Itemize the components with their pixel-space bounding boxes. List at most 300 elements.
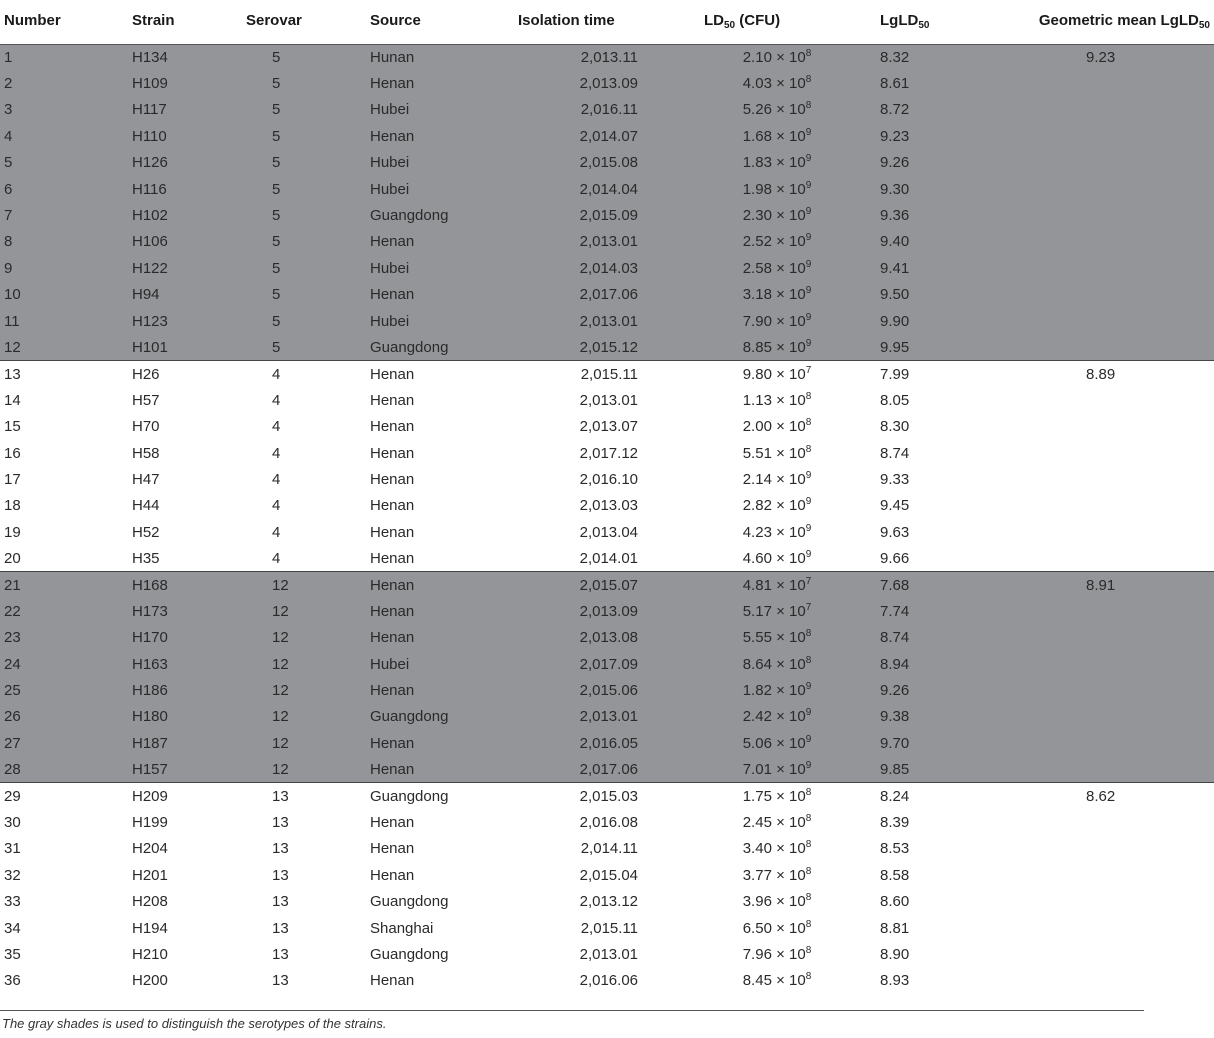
cell-geometric-mean [1010,282,1214,308]
cell-strain: H52 [132,523,160,541]
cell-geometric-mean [1010,809,1214,835]
cell-isolation-time: 2,017.12 [579,444,638,462]
cell-ld50 [676,176,864,202]
cell-strain: H210 [132,945,168,963]
ld50-mantissa: 3.96 [742,893,772,911]
table-row [0,255,1214,281]
cell-number: 18 [4,497,21,515]
table-row [0,466,1214,492]
cell-ld50 [676,229,864,255]
cell-ld50 [676,968,864,994]
cell-ld50 [676,757,864,783]
cell-lgld50: 9.45 [880,497,910,515]
cell-serovar: 4 [246,545,370,571]
cell-serovar: 13 [272,814,289,832]
ld50-mantissa: 2.10 [742,48,772,66]
cell-number: 1 [0,44,132,70]
cell-isolation-time: 2,013.01 [500,229,676,255]
footer-divider [0,1010,1144,1011]
cell-source: Hunan [370,44,500,70]
cell-number: 25 [0,677,132,703]
ld50-times-ten: × 10 [771,75,806,93]
table-row [0,44,1214,70]
ld50-times-ten: × 10 [771,101,806,119]
ld50-exponent: 7 [805,575,812,587]
cell-isolation-time: 2,015.12 [500,334,676,360]
cell-geometric-mean [1010,150,1214,176]
header-ld50-sub: 50 [724,20,736,31]
cell-source: Shanghai [370,919,434,937]
cell-strain: H173 [132,598,246,624]
ld50-times-ten: × 10 [771,866,806,884]
table-row [0,334,1214,360]
cell-ld50 [676,598,864,624]
cell-number: 11 [0,308,132,334]
ld50-times-ten: × 10 [771,787,806,805]
cell-strain: H168 [132,572,246,598]
cell-serovar: 12 [246,572,370,598]
cell-ld50 [676,677,864,703]
ld50-exponent: 9 [805,707,812,719]
cell-strain: H208 [132,893,168,911]
ld50-mantissa: 2.52 [742,233,772,251]
ld50-times-ten: × 10 [771,840,806,858]
cell-geometric-mean [1010,97,1214,123]
cell-strain: H170 [132,625,246,651]
cell-isolation-time: 2,013.01 [579,945,638,963]
cell-geometric-mean [1010,413,1214,439]
cell-isolation-time: 2,013.09 [500,598,676,624]
cell-number: 36 [4,972,21,990]
cell-isolation-time: 2,017.06 [500,757,676,783]
ld50-exponent: 9 [805,258,812,270]
table-row [0,282,1214,308]
cell-ld50 [676,809,864,835]
cell-serovar: 4 [272,497,281,515]
cell-isolation-time: 2,013.12 [579,893,638,911]
cell-strain: H123 [132,308,246,334]
cell-number: 28 [0,757,132,783]
cell-lgld50: 8.05 [880,391,910,409]
cell-geometric-mean [1010,334,1214,360]
table-row [0,757,1214,783]
cell-source: Guangdong [370,945,449,963]
cell-lgld50: 7.68 [864,572,1010,598]
cell-strain: H199 [132,814,168,832]
cell-serovar: 13 [272,893,289,911]
cell-source: Guangdong [370,202,500,228]
ld50-mantissa: 9.80 [742,365,772,383]
ld50-exponent: 9 [805,153,812,165]
ld50-times-ten: × 10 [771,418,806,436]
cell-geometric-mean [1010,519,1214,545]
table-row [0,915,1214,941]
cell-geometric-mean [1010,308,1214,334]
cell-lgld50: 8.58 [880,866,910,884]
cell-geometric-mean [1010,176,1214,202]
ld50-exponent: 7 [805,601,812,613]
cell-serovar: 12 [246,730,370,756]
cell-geometric-mean [1010,836,1214,862]
table-row [0,413,1214,439]
cell-lgld50: 9.95 [864,334,1010,360]
header-ld50 [676,0,864,44]
ld50-mantissa: 4.60 [742,549,772,567]
cell-geometric-mean [1010,625,1214,651]
cell-serovar: 5 [246,70,370,96]
cell-source: Henan [370,391,415,409]
cell-source: Henan [370,598,500,624]
table-row [0,941,1214,967]
ld50-times-ten: × 10 [771,338,806,356]
ld50-mantissa: 4.81 [742,576,772,594]
ld50-exponent: 8 [805,786,812,798]
table-row [0,968,1214,994]
cell-source: Henan [370,625,500,651]
ld50-mantissa: 5.17 [742,602,772,620]
ld50-times-ten: × 10 [771,682,806,700]
cell-lgld50: 8.74 [864,625,1010,651]
cell-ld50 [676,730,864,756]
header-ld50-main: LD [704,12,724,29]
header-source: Source [370,0,500,44]
cell-ld50 [676,783,864,809]
cell-lgld50: 8.32 [864,44,1010,70]
cell-strain: H101 [132,334,246,360]
cell-lgld50: 7.99 [880,365,910,383]
ld50-mantissa: 1.75 [742,787,772,805]
ld50-mantissa: 6.50 [742,919,772,937]
table-row [0,783,1214,809]
ld50-mantissa: 2.42 [742,708,772,726]
cell-serovar: 5 [246,308,370,334]
cell-source: Guangdong [370,334,500,360]
cell-number: 27 [0,730,132,756]
cell-number: 3 [0,97,132,123]
ld50-mantissa: 4.03 [742,75,772,93]
ld50-exponent: 8 [805,971,812,983]
table-row [0,545,1214,571]
cell-lgld50: 9.41 [864,255,1010,281]
table-body [0,44,1214,994]
cell-strain: H186 [132,677,246,703]
ld50-times-ten: × 10 [771,233,806,251]
cell-geometric-mean [1010,545,1214,571]
table-row [0,519,1214,545]
ld50-exponent: 8 [805,74,812,86]
ld50-exponent: 9 [805,522,812,534]
cell-strain: H57 [132,391,160,409]
ld50-mantissa: 3.40 [742,840,772,858]
cell-isolation-time: 2,016.05 [500,730,676,756]
cell-ld50 [676,255,864,281]
cell-serovar: 13 [272,945,289,963]
ld50-times-ten: × 10 [771,734,806,752]
cell-geometric-mean [1010,889,1214,915]
header-strain: Strain [132,0,246,44]
cell-source: Guangdong [370,893,449,911]
cell-number: 4 [0,123,132,149]
cell-lgld50: 9.33 [880,470,910,488]
table-row [0,97,1214,123]
cell-lgld50: 9.26 [864,150,1010,176]
cell-ld50 [676,308,864,334]
cell-source: Henan [370,123,500,149]
ld50-exponent: 9 [805,469,812,481]
ld50-exponent: 9 [805,232,812,244]
ld50-times-ten: × 10 [771,602,806,620]
cell-strain: H116 [132,176,246,202]
header-lgld50-main: LgLD [880,12,919,29]
ld50-exponent: 9 [805,681,812,693]
cell-number: 2 [0,70,132,96]
ld50-times-ten: × 10 [771,312,806,330]
cell-strain: H70 [132,418,160,436]
cell-ld50 [676,387,864,413]
cell-ld50 [676,915,864,941]
cell-source: Hubei [370,97,500,123]
cell-isolation-time: 2,013.08 [500,625,676,651]
header-serovar: Serovar [246,0,370,44]
ld50-exponent: 8 [805,100,812,112]
cell-number: 6 [0,176,132,202]
cell-lgld50: 9.36 [864,202,1010,228]
ld50-exponent: 8 [805,892,812,904]
cell-source: Henan [370,730,500,756]
cell-lgld50: 8.53 [880,840,910,858]
cell-serovar: 13 [272,972,289,990]
cell-lgld50: 8.30 [880,418,910,436]
cell-geometric-mean [1010,440,1214,466]
ld50-mantissa: 8.45 [742,972,772,990]
cell-strain: H194 [132,919,168,937]
header-geometric-mean [1010,0,1214,44]
cell-strain: H47 [132,470,160,488]
cell-strain: H157 [132,757,246,783]
cell-isolation-time: 2,017.09 [500,651,676,677]
cell-source: Henan [370,840,415,858]
ld50-exponent: 8 [805,918,812,930]
ld50-exponent: 8 [805,865,812,877]
table-row [0,889,1214,915]
cell-geometric-mean [1010,255,1214,281]
cell-serovar: 5 [246,44,370,70]
cell-serovar: 12 [246,677,370,703]
cell-number: 20 [0,545,132,571]
cell-serovar: 13 [272,919,289,937]
cell-number: 15 [4,418,21,436]
ld50-mantissa: 5.06 [742,734,772,752]
ld50-times-ten: × 10 [771,945,806,963]
table-header [0,0,1214,44]
cell-number: 13 [4,365,21,383]
cell-strain: H187 [132,730,246,756]
cell-source: Henan [370,229,500,255]
ld50-exponent: 7 [805,364,812,376]
cell-number: 33 [4,893,21,911]
cell-isolation-time: 2,015.06 [500,677,676,703]
cell-strain: H102 [132,202,246,228]
cell-ld50 [676,519,864,545]
ld50-times-ten: × 10 [771,444,806,462]
cell-isolation-time: 2,016.08 [579,814,638,832]
cell-serovar: 5 [246,176,370,202]
cell-source: Henan [370,572,500,598]
cell-serovar: 12 [246,704,370,730]
table-row [0,598,1214,624]
ld50-exponent: 9 [805,311,812,323]
ld50-mantissa: 2.58 [742,259,772,277]
cell-number: 35 [4,945,21,963]
cell-lgld50: 8.39 [880,814,910,832]
ld50-times-ten: × 10 [771,391,806,409]
cell-number: 12 [0,334,132,360]
table-row [0,440,1214,466]
cell-ld50 [676,862,864,888]
cell-isolation-time: 2,016.06 [579,972,638,990]
ld50-mantissa: 5.55 [742,629,772,647]
cell-lgld50: 9.26 [864,677,1010,703]
cell-source: Henan [370,814,415,832]
cell-isolation-time: 2,014.04 [500,176,676,202]
table-row [0,862,1214,888]
ld50-mantissa: 2.45 [742,814,772,832]
cell-ld50 [676,413,864,439]
cell-isolation-time: 2,013.01 [500,308,676,334]
cell-ld50 [676,282,864,308]
cell-serovar: 4 [272,391,281,409]
ld50-exponent: 9 [805,206,812,218]
cell-serovar: 5 [246,255,370,281]
cell-geometric-mean [1010,387,1214,413]
cell-ld50 [676,545,864,571]
cell-ld50 [676,202,864,228]
ld50-times-ten: × 10 [771,286,806,304]
cell-ld50 [676,889,864,915]
cell-source: Henan [370,444,415,462]
cell-ld50 [676,334,864,360]
cell-isolation-time: 2,013.07 [579,418,638,436]
ld50-mantissa: 5.26 [742,101,772,119]
cell-strain: H126 [132,150,246,176]
cell-lgld50: 9.40 [864,229,1010,255]
ld50-times-ten: × 10 [771,154,806,172]
cell-number: 9 [0,255,132,281]
cell-isolation-time: 2,016.10 [579,470,638,488]
ld50-mantissa: 8.85 [742,338,772,356]
ld50-times-ten: × 10 [771,497,806,515]
cell-strain: H110 [132,123,246,149]
cell-number: 5 [0,150,132,176]
cell-lgld50: 7.74 [864,598,1010,624]
ld50-mantissa: 2.14 [742,470,772,488]
ld50-exponent: 9 [805,759,812,771]
cell-strain: H44 [132,497,160,515]
ld50-mantissa: 1.82 [742,682,772,700]
ld50-times-ten: × 10 [771,48,806,66]
ld50-mantissa: 7.01 [742,760,772,778]
cell-lgld50: 9.50 [864,282,1010,308]
cell-source: Hubei [370,150,500,176]
ld50-times-ten: × 10 [771,470,806,488]
cell-isolation-time: 2,014.01 [500,545,676,571]
cell-serovar: 5 [246,97,370,123]
cell-strain: H134 [132,44,246,70]
ld50-mantissa: 3.77 [742,866,772,884]
cell-isolation-time: 2,015.11 [580,919,638,937]
ld50-times-ten: × 10 [771,523,806,541]
cell-lgld50: 8.24 [880,787,910,805]
cell-lgld50: 8.72 [864,97,1010,123]
ld50-times-ten: × 10 [771,576,806,594]
ld50-mantissa: 3.18 [742,286,772,304]
cell-lgld50: 8.74 [880,444,910,462]
cell-geometric-mean [1010,757,1214,783]
cell-number: 19 [4,523,21,541]
cell-isolation-time: 2,015.04 [579,866,638,884]
cell-number: 14 [4,391,21,409]
cell-source: Hubei [370,308,500,334]
table-row [0,677,1214,703]
cell-lgld50: 8.94 [864,651,1010,677]
cell-source: Hubei [370,651,500,677]
cell-geometric-mean [1010,229,1214,255]
ld50-mantissa: 8.64 [742,655,772,673]
ld50-mantissa: 7.90 [742,312,772,330]
cell-geometric-mean [1010,704,1214,730]
cell-source: Guangdong [370,704,500,730]
cell-source: Hubei [370,176,500,202]
header-row [0,0,1214,44]
cell-geometric-mean: 9.23 [1010,44,1214,70]
cell-ld50 [676,150,864,176]
cell-isolation-time: 2,014.11 [580,840,638,858]
cell-number: 17 [4,470,21,488]
cell-serovar: 12 [246,651,370,677]
cell-source: Henan [370,972,415,990]
cell-ld50 [676,440,864,466]
cell-serovar: 13 [272,866,289,884]
table-row [0,150,1214,176]
ld50-exponent: 9 [805,733,812,745]
ld50-exponent: 8 [805,654,812,666]
cell-strain: H109 [132,70,246,96]
table-row [0,361,1214,387]
cell-geometric-mean [1010,862,1214,888]
cell-number: 31 [4,840,21,858]
cell-lgld50: 8.93 [880,972,910,990]
ld50-exponent: 8 [805,813,812,825]
table-row [0,493,1214,519]
cell-strain: H94 [132,282,246,308]
cell-geometric-mean [1010,651,1214,677]
ld50-times-ten: × 10 [771,972,806,990]
cell-source: Henan [370,497,415,515]
cell-geometric-mean [1010,466,1214,492]
cell-serovar: 5 [246,334,370,360]
table-row [0,730,1214,756]
ld50-exponent: 9 [805,337,812,349]
cell-isolation-time: 2,014.03 [500,255,676,281]
table-row [0,70,1214,96]
cell-serovar: 4 [272,470,281,488]
cell-geometric-mean [1010,677,1214,703]
cell-lgld50: 9.23 [864,123,1010,149]
cell-serovar: 5 [246,202,370,228]
ld50-mantissa: 4.23 [742,523,772,541]
cell-lgld50: 8.61 [864,70,1010,96]
ld50-mantissa: 7.96 [742,945,772,963]
